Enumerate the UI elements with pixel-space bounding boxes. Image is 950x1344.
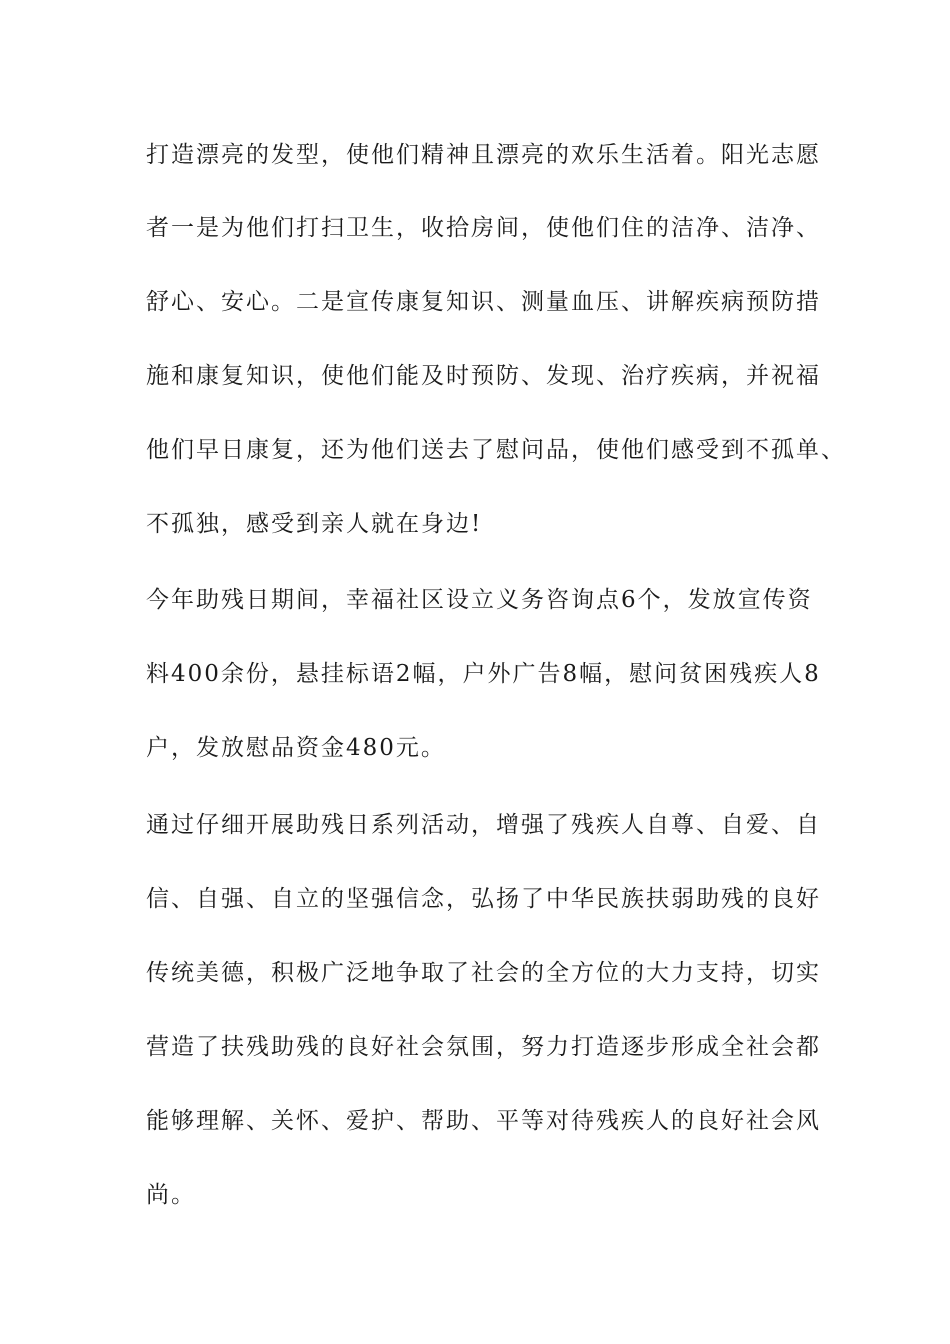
paragraph-2-line-3: 户，发放慰品资金480元。 bbox=[146, 735, 446, 761]
paragraph-3-line-3: 传统美德，积极广泛地争取了社会的全方位的大力支持，切实 bbox=[146, 960, 821, 986]
paragraph-3-line-6: 尚。 bbox=[146, 1182, 196, 1208]
paragraph-3-line-2: 信、自强、自立的坚强信念，弘扬了中华民族扶弱助残的良好 bbox=[146, 886, 821, 912]
paragraph-1-line-5: 他们早日康复，还为他们送去了慰问品，使他们感受到不孤单、 bbox=[146, 437, 846, 463]
paragraph-2-line-2: 料400余份，悬挂标语2幅，户外广告8幅，慰问贫困残疾人8 bbox=[146, 661, 821, 687]
paragraph-1-line-2: 者一是为他们打扫卫生，收拾房间，使他们住的洁净、洁净、 bbox=[146, 215, 821, 241]
paragraph-1-line-1: 打造漂亮的发型，使他们精神且漂亮的欢乐生活着。阳光志愿 bbox=[146, 142, 821, 168]
paragraph-3-line-5: 能够理解、关怀、爱护、帮助、平等对待残疾人的良好社会风 bbox=[146, 1108, 821, 1134]
paragraph-1-line-4: 施和康复知识，使他们能及时预防、发现、治疗疾病，并祝福 bbox=[146, 363, 821, 389]
paragraph-1-line-6: 不孤独，感受到亲人就在身边! bbox=[146, 511, 483, 537]
paragraph-3-line-1: 通过仔细开展助残日系列活动，增强了残疾人自尊、自爱、自 bbox=[146, 812, 821, 838]
paragraph-3-line-4: 营造了扶残助残的良好社会氛围，努力打造逐步形成全社会都 bbox=[146, 1034, 821, 1060]
paragraph-1-line-3: 舒心、安心。二是宣传康复知识、测量血压、讲解疾病预防措 bbox=[146, 289, 821, 315]
paragraph-2-line-1: 今年助残日期间，幸福社区设立义务咨询点6个，发放宣传资 bbox=[146, 587, 813, 613]
